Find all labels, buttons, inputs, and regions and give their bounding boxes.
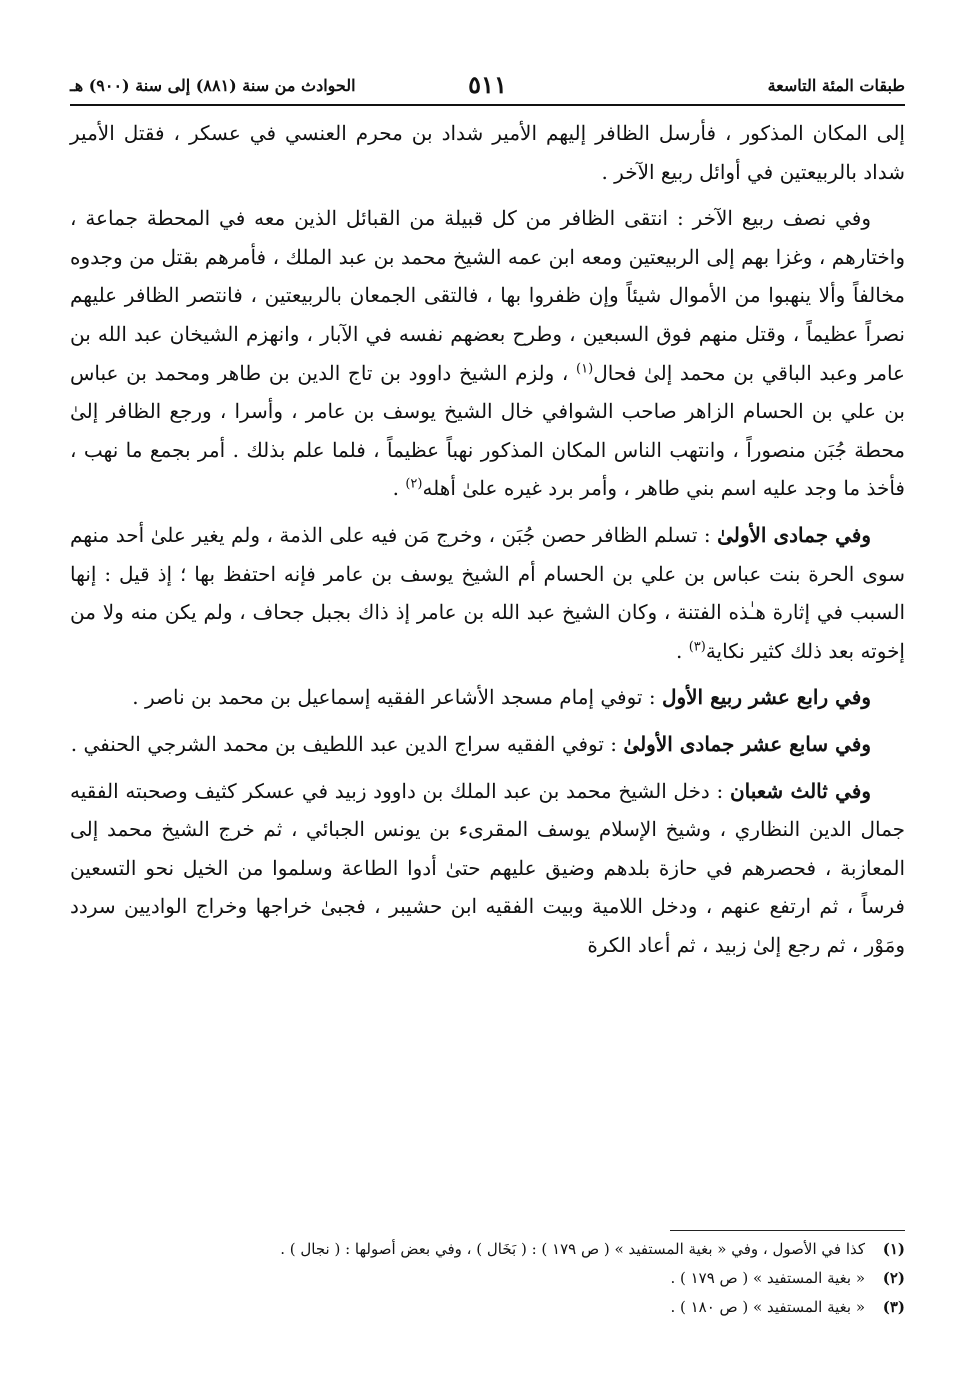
footnote-ref[interactable]: (٢) [405, 476, 423, 492]
main-text [70, 114, 905, 972]
paragraph [70, 725, 905, 764]
section-title: الحوادث من سنة (٨٨١) إلى سنة (٩٠٠) هـ [70, 76, 356, 95]
footnote-divider [670, 1230, 905, 1231]
footnote [70, 1293, 905, 1322]
paragraph-text: : توفي إمام مسجد الأشاعر الفقيه إسماعيل بن محمد بن ناصر . [132, 685, 656, 710]
running-header [70, 70, 905, 106]
footnote-number: (٢) [882, 1269, 905, 1287]
paragraph [70, 678, 905, 717]
paragraph [70, 114, 905, 191]
footnote-number: (١) [882, 1240, 905, 1258]
footnotes [70, 1230, 905, 1322]
paragraph-text: وفي نصف ربيع الآخر : انتقى الظافر من كل قبيلة من القبائل الذين معه في المحطة جماعة ، واختارهم ، وغزا بهم إلى الربيعتين ومعه ابن عمه الشيخ محمد بن عبد الملك ، فأمرهم بقتل من وجدوه مخالفاً وألا ينهبوا من الأموال شيئاً وإن ظفروا بها ، فالتقى الجمعان بالربيعتين ، فانتصر الظافر عليهم نصراً عظيماً ، وقتل منهم فوق السبعين ، وطرح بعضهم نفسه في الآبار ، وانهزم الشيخان عبد الله بن عامر وعبد الباقي بن محمد إلىٰ فحال [70, 206, 905, 385]
footnote [70, 1264, 905, 1293]
paragraph [70, 772, 905, 965]
paragraph-lead: وفي جمادى الأولىٰ [717, 522, 872, 547]
paragraph-text: . [392, 476, 399, 501]
page-number: ٥١١ [468, 70, 507, 99]
footnote-text: « بغية المستفيد » ( ص ١٨٠ ) . [670, 1298, 865, 1316]
paragraph-lead: وفي ثالث شعبان [729, 778, 872, 803]
footnote-text: « بغية المستفيد » ( ص ١٧٩ ) . [670, 1269, 865, 1287]
footnote [70, 1235, 905, 1264]
paragraph-text: : توفي الفقيه سراج الدين عبد اللطيف بن محمد الشرجي الحنفي . [70, 731, 618, 756]
footnote-text: كذا في الأصول ، وفي « بغية المستفيد » ( ص ١٧٩ ) : ( بَخَال ) ، وفي بعض أصولها : ( نجال ) . [280, 1240, 865, 1258]
book-title: طبقات المئة التاسعة [767, 76, 905, 95]
paragraph-text: ، ولزم الشيخ داوود بن تاج الدين بن طاهر ومحمد بن عباس بن علي بن الحسام الزاهر صاحب الشوافي خال الشيخ يوسف بن عامر ، وأسرا ، ورجع الظافر إلىٰ محطة جُبَن منصوراً ، وانتهب الناس المكان المذكور نهباً عظيماً ، فلما علم بذلك . أمر بجمع ما نهب ، فأخذ ما وجد عليه اسم بني طاهر ، وأمر برد غيره علىٰ أهله [70, 360, 905, 501]
paragraph [70, 516, 905, 670]
paragraph-text: . [675, 638, 683, 663]
paragraph-lead: وفي رابع عشر ربيع الأول [661, 685, 871, 710]
paragraph-text: إلى المكان المذكور ، فأرسل الظافر إليهم الأمير شداد بن محرم العنسي في عسكر ، فقتل الأمير شداد بالربيعتين في أوائل ربيع الآخر . [70, 121, 905, 184]
footnote-ref[interactable]: (١) [576, 360, 594, 376]
paragraph-lead: وفي سابع عشر جمادى الأولىٰ [623, 731, 871, 756]
header-divider [70, 104, 905, 106]
footnote-number: (٣) [882, 1298, 905, 1316]
paragraph [70, 199, 905, 508]
paragraph-text: : تسلم الظافر حصن جُبَن ، وخرج مَن فيه على الذمة ، ولم يغير علىٰ أحد منهم سوى الحرة بنت عباس بن علي بن الحسام أم الشيخ يوسف بن عامر فإنه احتفظ بها ؛ إذ قيل : إنها السبب في إثارة هـٰذه الفتنة ، وكان الشيخ عبد الله بن عامر إذ ذاك بجبل جحاف ، ولم يكن منه ولا من إخوته بعد ذلك كثير نكاية [70, 522, 905, 663]
paragraph-text: : دخل الشيخ محمد بن عبد الملك بن داوود زبيد في عسكر كثيف وصحبته الفقيه جمال الدين النظاري ، وشيخ الإسلام يوسف المقرىء بن يونس الجبائي ، ثم خرج الشيخ محمد إلى المعازبة ، فحصرهم في حازة بلدهم وضيق عليهم حتىٰ أدوا الطاعة وسلموا من الخيل نحو التسعين فرساً ، ثم ارتفع عنهم ، ودخل اللامية وبيت الفقيه ابن حشيبر ، فجبىٰ خراجها وخراج الواديين سردد ومَوْر ، ثم رجع إلىٰ زبيد ، ثم أعاد الكرة [70, 778, 905, 957]
book-page [70, 60, 905, 1360]
footnote-ref[interactable]: (٣) [688, 639, 706, 655]
